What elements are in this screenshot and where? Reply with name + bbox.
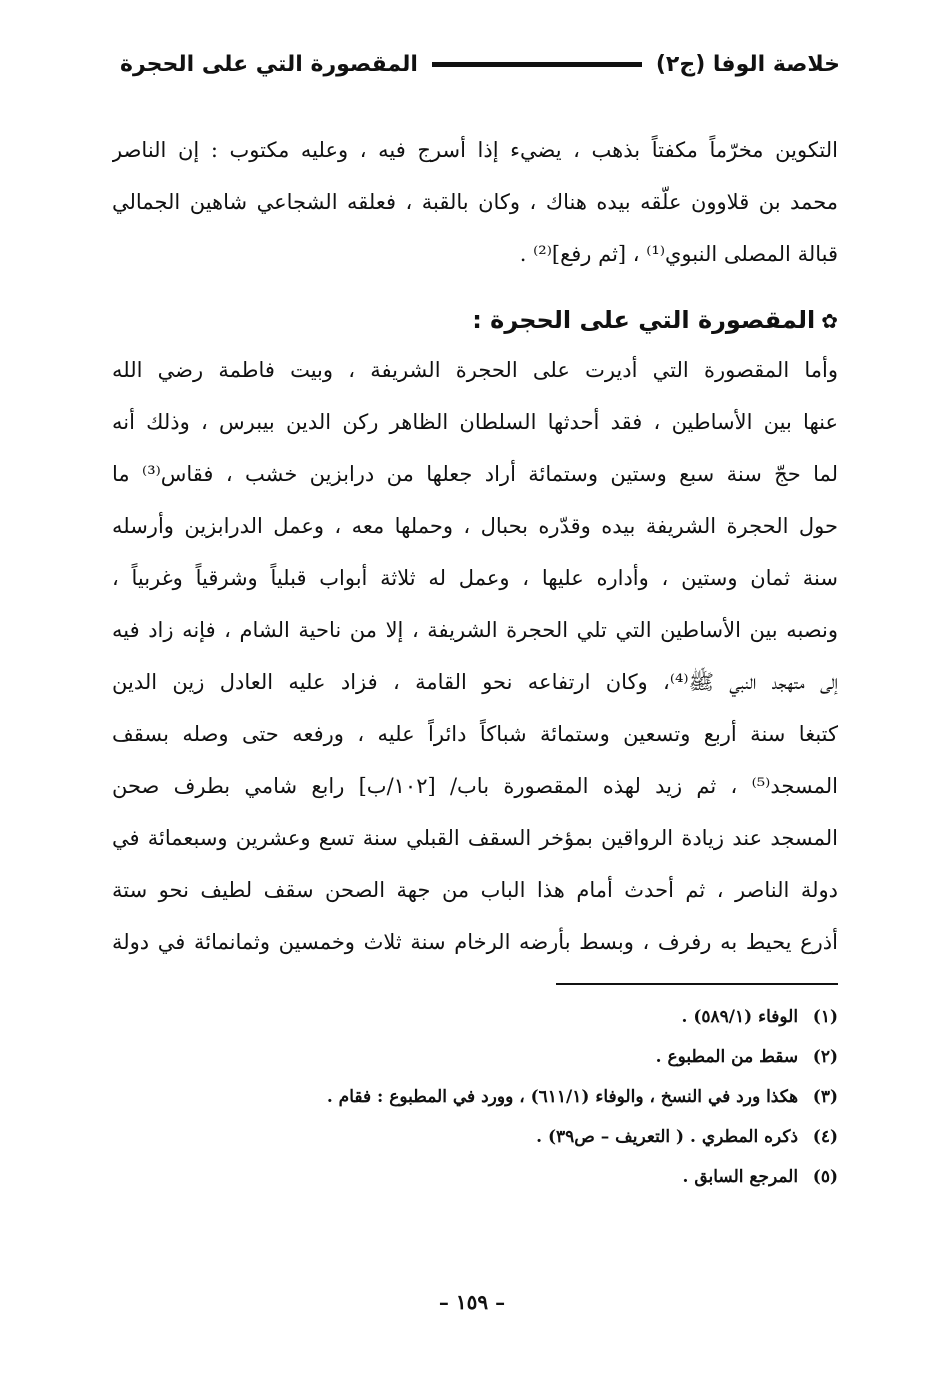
footnote-separator [556, 983, 838, 985]
header-rule [432, 62, 642, 67]
text-line: حول الحجرة الشريفة بيده وقدّره بحبال ، وحملها معه ، وعمل الدرابزين وأرسله [112, 514, 838, 538]
section-heading-text: المقصورة التي على الحجرة : [472, 306, 816, 334]
text-line: ونصبه بين الأساطين التي تلي الحجرة الشريفة ، إلا من ناحية الشام ، فإنه زاد فيه [112, 618, 838, 642]
section-heading [472, 298, 838, 342]
footnote [682, 1001, 839, 1033]
page-number: – ١٥٩ – [438, 1290, 506, 1314]
text-line: محمد بن قلاوون علّقه بيده هناك ، وكان بالقبة ، فعلقه الشجاعي شاهين الجمالي [112, 190, 838, 214]
text-line: المسجد عند زيادة الرواقين بمؤخر السقف القبلي سنة تسع وعشرين وسبعمائة في [112, 826, 838, 850]
text-line: قبالة المصلى النبوي⁽¹⁾ ، [ثم رفع]⁽²⁾ . [519, 242, 838, 266]
flower-icon: ✿ [821, 309, 838, 333]
text-line: التكوين مخرّماً مكفتاً بذهب ، يضيء إذا أسرج فيه ، وعليه مكتوب : إن الناصر [112, 138, 838, 162]
footnote [327, 1081, 838, 1113]
footnote [536, 1121, 838, 1153]
text-line: سنة ثمان وستين ، وأداره عليها ، وعمل له ثلاثة أبواب قبلياً وشرقياً وغربياً ، [112, 566, 838, 590]
footnote-text: سقط من المطبوع . [655, 1047, 799, 1067]
footnote-number: (٤) [812, 1127, 838, 1147]
footnote-number: (٢) [812, 1047, 838, 1067]
text-line: المسجد⁽⁵⁾ ، ثم زيد لهذه المقصورة باب/ [١٠٢/ب] رابع شامي بطرف صحن [112, 774, 838, 798]
text-line: دولة الناصر ، ثم أحدث أمام هذا الباب من جهة الصحن سقف لطيف نحو ستة [112, 878, 838, 902]
footnote-number: (٣) [812, 1087, 838, 1107]
text-line: أذرع يحيط به رفرف ، وبسط بأرضه الرخام سنة ثلاث وخمسين وثمانمائة في دولة [112, 930, 838, 954]
footnote-text: المرجع السابق . [682, 1167, 799, 1187]
text-line: وأما المقصورة التي أديرت على الحجرة الشريفة ، وبيت فاطمة رضي الله [112, 358, 838, 382]
footnote-text: ذكره المطري . ( التعريف – ص٣٩) . [536, 1127, 799, 1147]
footnote-number: (١) [812, 1007, 838, 1027]
footnote [656, 1041, 838, 1073]
text-line: عنها بين الأساطين ، فقد أحدثها السلطان الظاهر ركن الدين بيبرس ، وذلك أنه [112, 410, 838, 434]
section-title: المقصورة التي على الحجرة [120, 51, 418, 77]
text-line: إلى متهجد النبي ﷺ⁽⁴⁾، وكان ارتفاعه نحو القامة ، فزاد عليه العادل زين الدين [112, 670, 838, 694]
footnote-number: (٥) [812, 1167, 838, 1187]
book-title: خلاصة الوفا (ج٢) [655, 51, 840, 77]
footnote [682, 1161, 838, 1193]
footnote-text: هكذا ورد في النسخ ، والوفاء (٦١١/١) ، وورد في المطبوع : فقام . [326, 1087, 799, 1107]
running-header [120, 44, 840, 84]
text-line: كتبغا سنة أربع وتسعين وستمائة شباكاً دائراً عليه ، ورفعه حتى وصله بسقف [112, 722, 838, 746]
footnote-text: الوفاء (٥٨٩/١) . [681, 1007, 799, 1027]
text-line: لما حجّ سنة سبع وستين وستمائة أراد جعلها من درابزين خشب ، فقاس⁽³⁾ ما [112, 462, 838, 486]
